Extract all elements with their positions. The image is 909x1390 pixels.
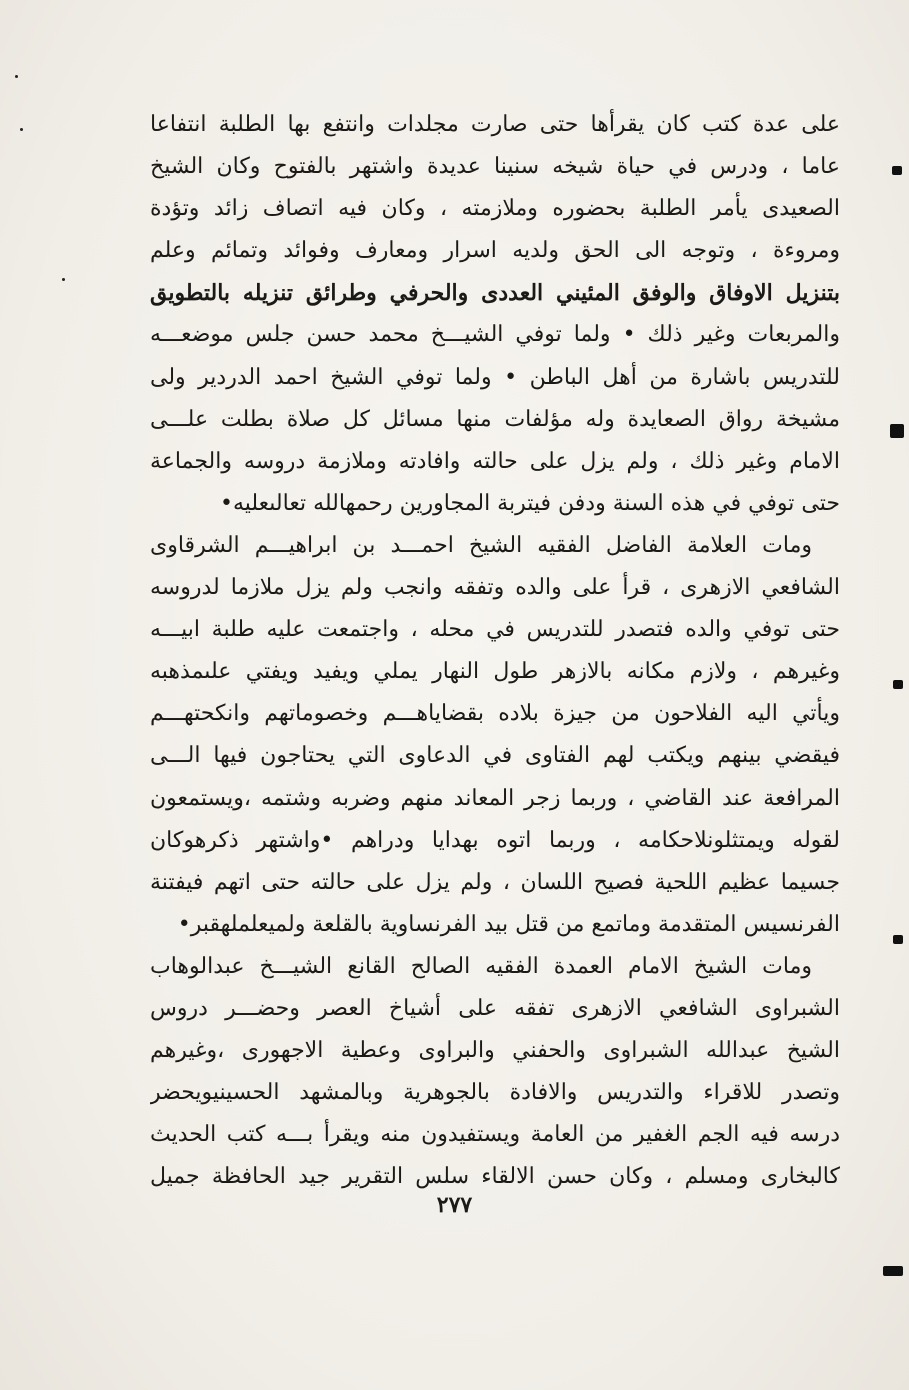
text-line: الشبراوى الشافعي الازهرى تفقه على أشياخ العصر وحضـــر دروس	[150, 995, 840, 1021]
text-line: درسه فيه الجم الغفير من العامة ويستفيدون منه ويقرأ بـــه كتب الحديث	[150, 1122, 840, 1148]
margin-ink-mark	[892, 166, 902, 175]
text-line: عاما ، ودرس في حياة شيخه سنينا عديدة واشتهر بالفتوح وكان الشيخ	[150, 154, 840, 180]
text-line: فيقضي بينهم ويكتب لهم الفتاوى في الدعاوى التي يحتاجون فيها الـــى	[150, 743, 840, 769]
text-line: الشافعي الازهرى ، قرأ على والده وتفقه وانجب ولم يزل ملازما لدروسه	[150, 575, 840, 601]
scan-speck	[62, 278, 65, 281]
text-line: الفرنسيس المتقدمة وماتمع من قتل بيد الفرنساوية بالقلعة ولميعلملهقبر•	[177, 911, 840, 937]
text-line: جسيما عظيم اللحية فصيح اللسان ، ولم يزل على حالته حتى اتهم فيفتنة	[150, 869, 840, 895]
text-line: الامام وغير ذلك ، ولم يزل على حالته وافادته وملازمة دروسه والجماعة	[150, 448, 840, 474]
scan-speck	[20, 128, 23, 131]
text-line: حتى توفي في هذه السنة ودفن فيتربة المجاورين رحمهالله تعالىعليه•	[219, 490, 840, 516]
margin-ink-mark	[883, 1266, 903, 1276]
text-line: الصعيدى يأمر الطلبة بحضوره وملازمته ، وكان فيه اتصاف زائد وتؤدة	[150, 196, 840, 222]
text-line: المرافعة عند القاضي ، وربما زجر المعاند منهم وضربه وشتمه ،ويستمعون	[150, 785, 840, 811]
scan-speck	[15, 75, 18, 78]
page-number: ٢٧٧	[436, 1192, 473, 1218]
margin-ink-mark	[890, 424, 904, 438]
text-line: وغيرهم ، ولازم مكانه بالازهر طول النهار يملي ويفيد ويفتي علىمذهبه	[150, 659, 840, 685]
text-line: على عدة كتب كان يقرأها حتى صارت مجلدات وانتفع بها الطلبة انتفاعا	[150, 112, 840, 137]
text-line: والمربعات وغير ذلك • ولما توفي الشيـــخ محمد حسن جلس موضعـــه	[150, 322, 840, 348]
text-line: وتصدر للاقراء والتدريس والافادة بالجوهرية وبالمشهد الحسينيويحضر	[150, 1080, 840, 1106]
text-line: حتى توفي والده فتصدر للتدريس في محله ، واجتمعت عليه طلبة ابيـــه	[150, 617, 840, 643]
text-line: لقوله ويمتثلونلاحكامه ، وربما اتوه بهدايا ودراهم •واشتهر ذكرهوكان	[150, 827, 840, 853]
text-line: كالبخارى ومسلم ، وكان حسن الالقاء سلس التقرير جيد الحافظة جميل	[150, 1164, 840, 1190]
body-text	[150, 104, 840, 1198]
text-line: بتنزيل الاوفاق والوفق المئيني العددى والحرفي وطرائق تنزيله بالتطويق	[150, 280, 840, 307]
text-line: مشيخة رواق الصعايدة وله مؤلفات منها مسائل كل صلاة بطلت علـــى	[150, 406, 840, 432]
text-line: الشيخ عبدالله الشبراوى والحفني والبراوى وعطية الاجهورى ،وغيرهم	[150, 1038, 840, 1064]
margin-ink-mark	[893, 680, 903, 689]
text-line: للتدريس باشارة من أهل الباطن • ولما توفي الشيخ احمد الدردير ولى	[150, 364, 840, 390]
margin-ink-mark	[893, 935, 903, 944]
text-line: ومات الشيخ الامام العمدة الفقيه الصالح القانع الشيـــخ عبدالوهاب	[150, 953, 812, 979]
text-line: ومروءة ، وتوجه الى الحق ولديه اسرار ومعارف وفوائد وتمائم وعلم	[150, 238, 840, 264]
text-line: ومات العلامة الفاضل الفقيه الشيخ احمـــد بن ابراهيـــم الشرقاوى	[150, 532, 812, 558]
text-line: ويأتي اليه الفلاحون من جيزة بلاده بقضاياهـــم وخصوماتهم وانكحتهـــم	[150, 701, 840, 727]
